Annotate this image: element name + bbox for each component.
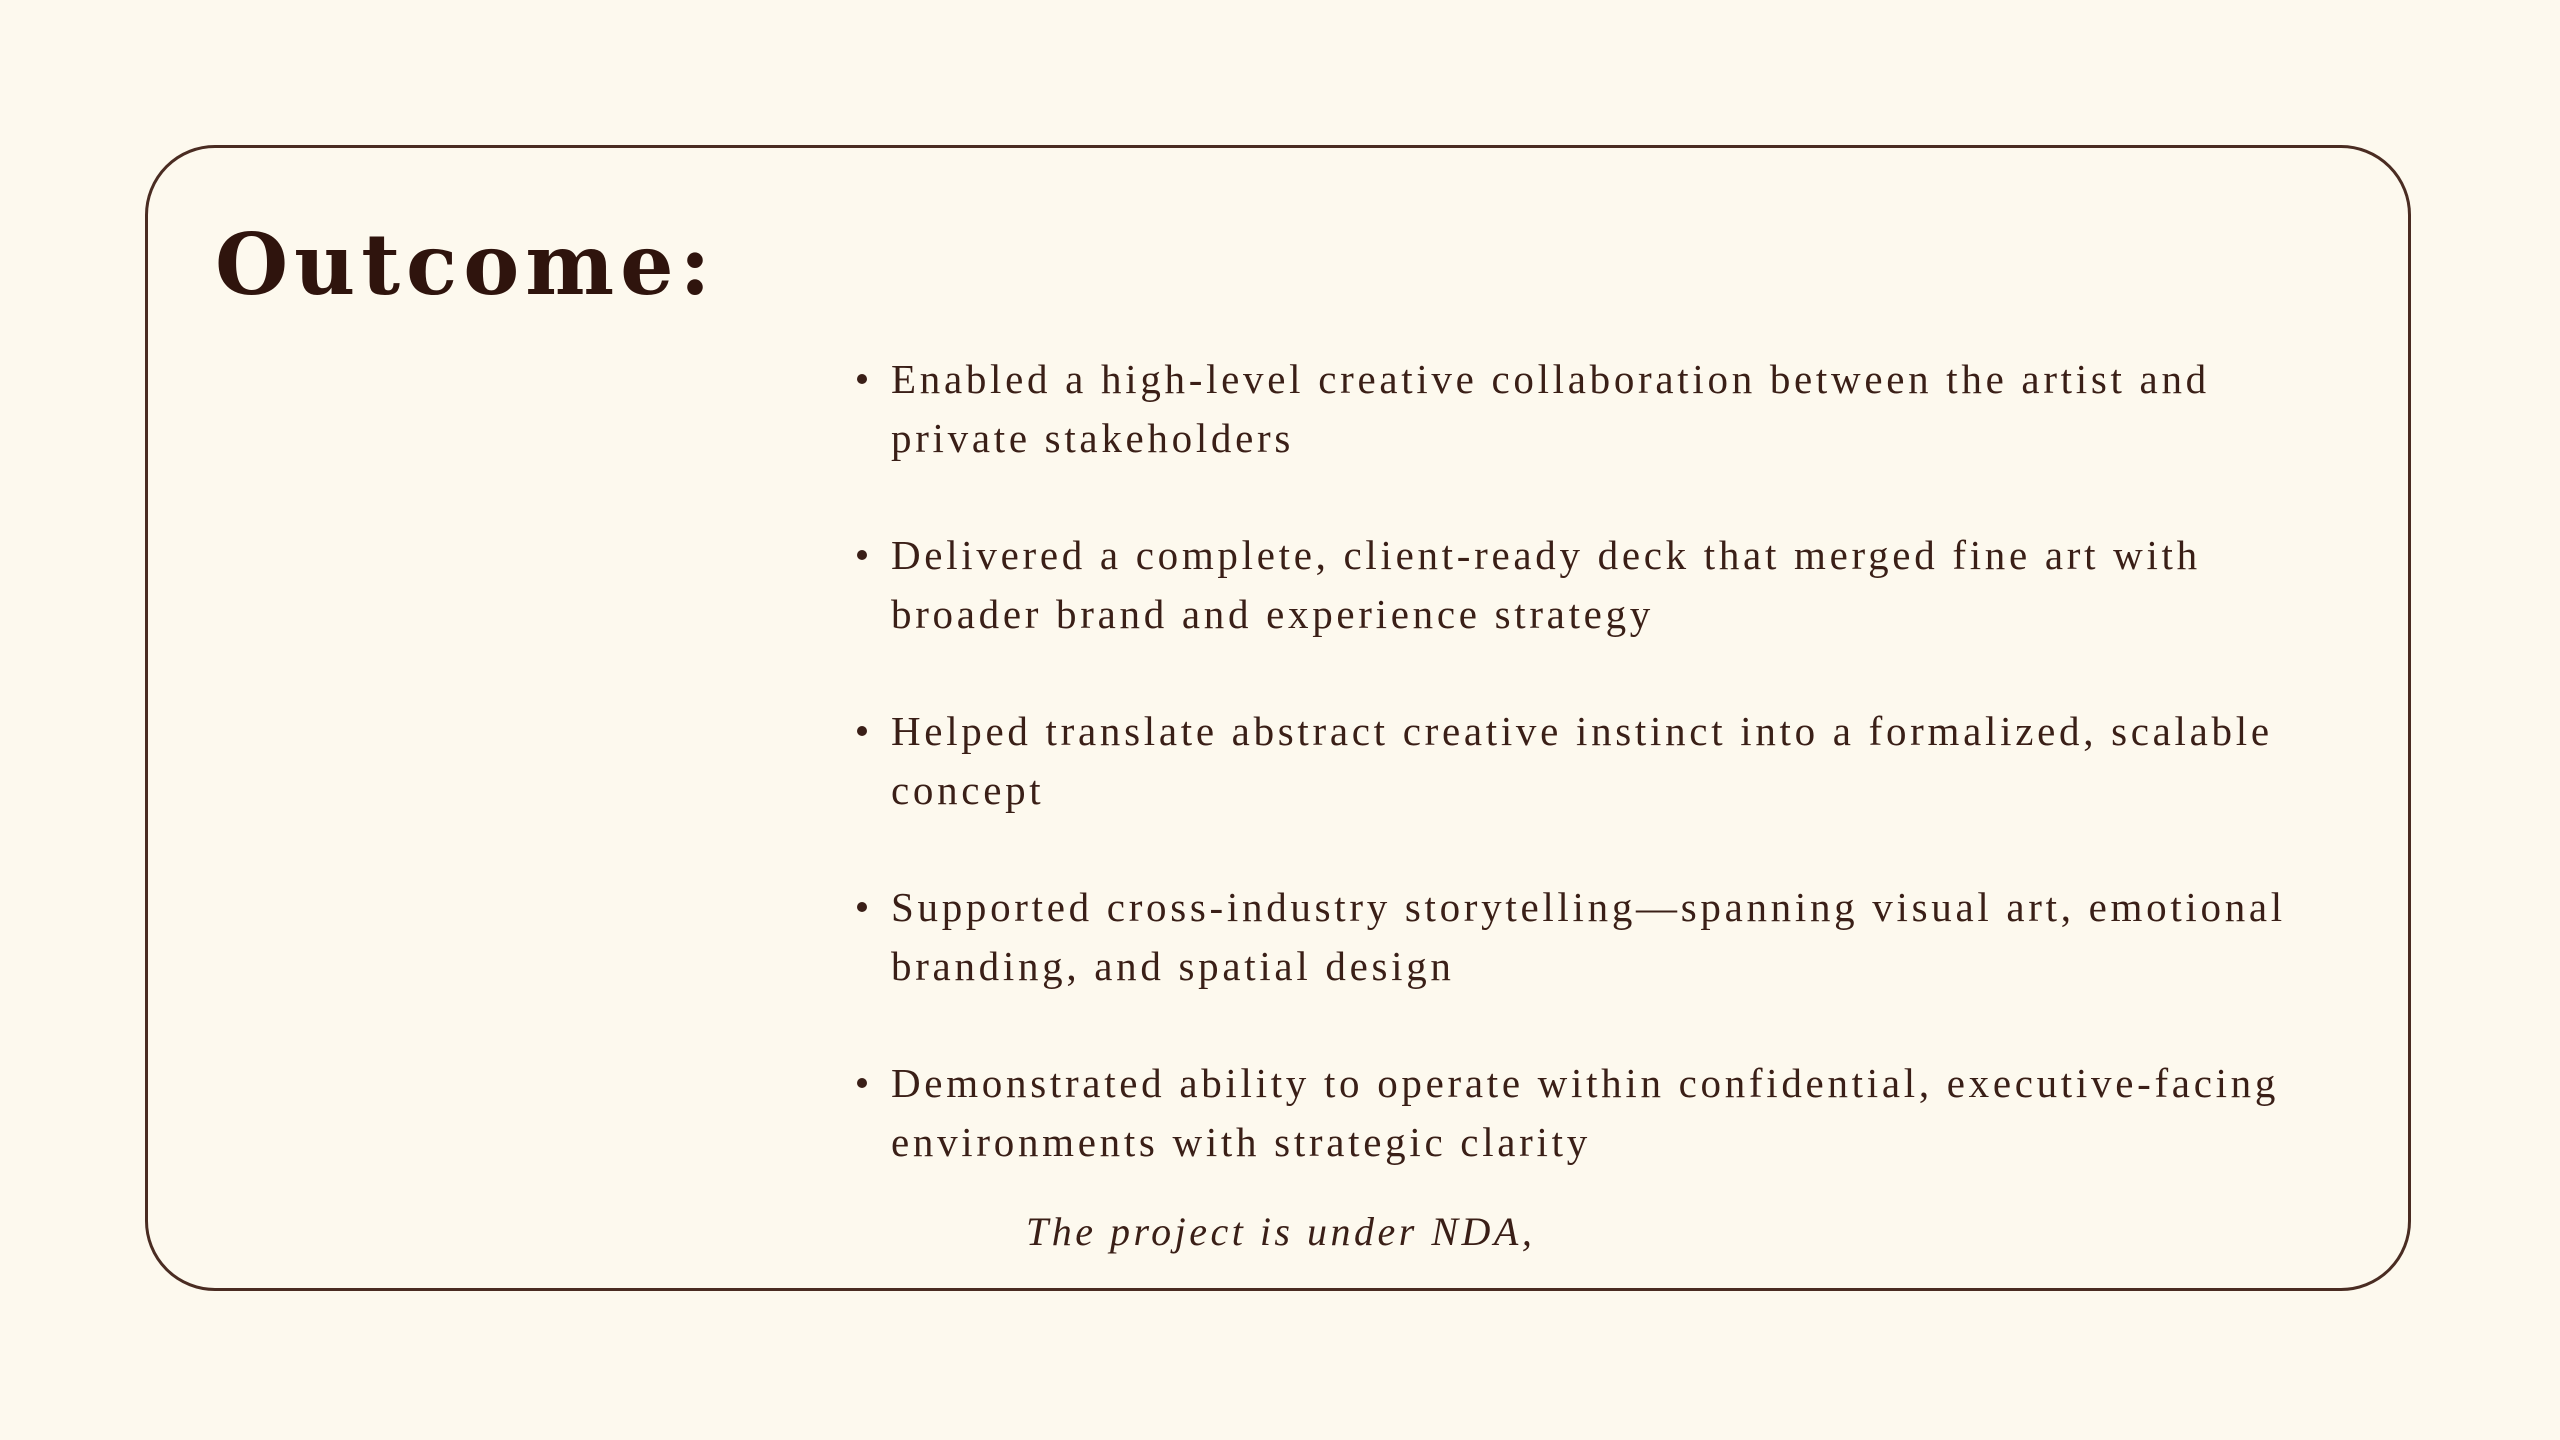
bullet-icon [857,374,867,384]
outcome-item-text: Supported cross-industry storytelling—spanning visual art, emotional branding, and spatial design [891,884,2286,989]
outcome-item [855,350,2305,468]
bullet-icon [857,902,867,912]
outcome-item-text: Demonstrated ability to operate within confidential, executive-facing environments with strategic clarity [891,1060,2280,1165]
section-title: Outcome: [215,215,717,314]
outcome-item [855,1054,2305,1172]
outcome-item [855,702,2305,820]
outcome-item-text: Delivered a complete, client-ready deck that merged fine art with broader brand and experience strategy [891,532,2201,637]
outcome-item [855,526,2305,644]
outcome-list [855,350,2305,1172]
bullet-icon [857,1078,867,1088]
bullet-icon [857,550,867,560]
outcome-item [855,878,2305,996]
bullet-icon [857,726,867,736]
outcome-item-text: Helped translate abstract creative instinct into a formalized, scalable concept [891,708,2273,813]
outcome-item-text: Enabled a high-level creative collaboration between the artist and private stakeholders [891,356,2210,461]
nda-note: The project is under NDA, [1026,1209,1536,1254]
